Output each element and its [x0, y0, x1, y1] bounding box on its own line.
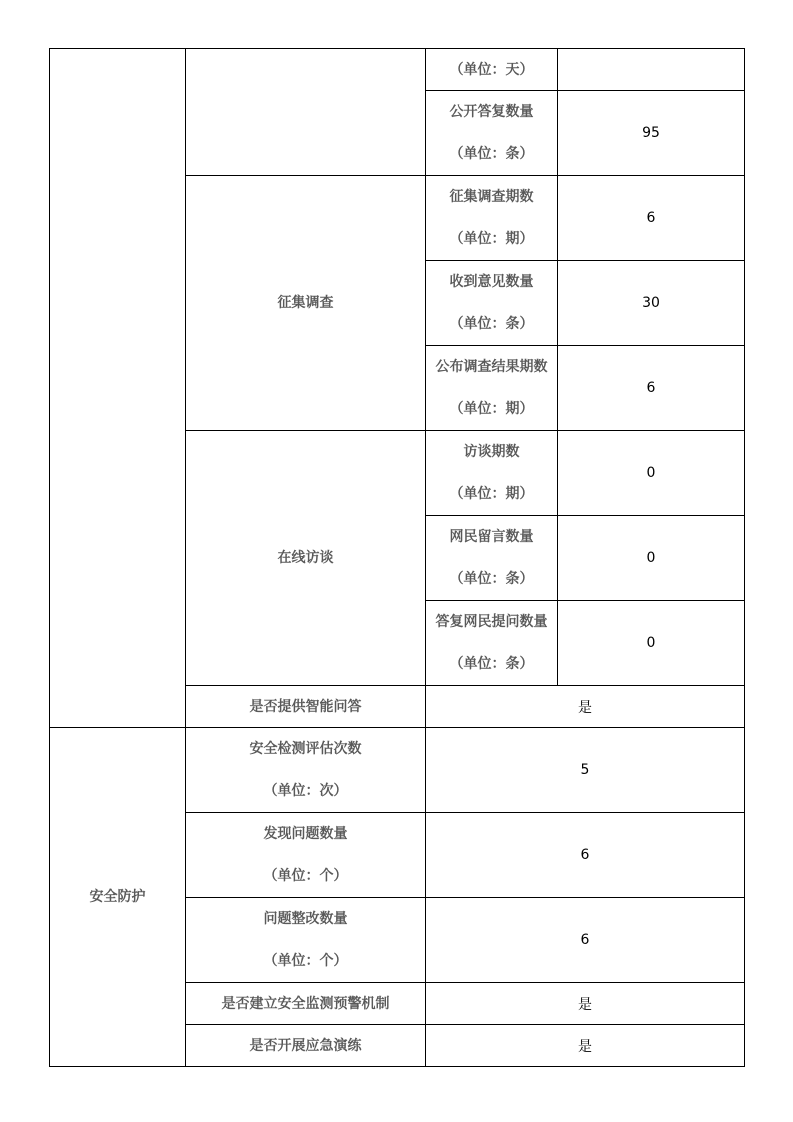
metric-label: 收到意见数量	[449, 274, 534, 290]
metric-unit: （单位：个）	[263, 953, 348, 969]
statistics-table	[49, 48, 745, 1067]
metric-unit: （单位：期）	[449, 401, 534, 417]
value-emergency-drills: 是	[426, 1025, 745, 1067]
metric-survey-periods	[426, 176, 558, 261]
table-row	[50, 49, 745, 91]
value-cell-empty	[558, 49, 745, 91]
metric-interview-periods	[426, 431, 558, 516]
metric-label: 发现问题数量	[263, 826, 348, 842]
metric-emergency-drills: 是否开展应急演练	[186, 1025, 426, 1067]
table-row	[50, 728, 745, 813]
metric-label: 安全检测评估次数	[249, 741, 362, 757]
metric-security-assessments	[186, 728, 426, 813]
metric-label: 问题整改数量	[263, 911, 348, 927]
metric-netizen-messages	[426, 516, 558, 601]
group-online-interview: 在线访谈	[186, 431, 426, 686]
value-netizen-messages: 0	[558, 516, 745, 601]
metric-smart-qa: 是否提供智能问答	[186, 686, 426, 728]
metric-published-results	[426, 346, 558, 431]
value-issues-found: 6	[426, 813, 745, 898]
group-survey: 征集调查	[186, 176, 426, 431]
category-cell-interaction	[50, 49, 186, 728]
unit-label-day: （单位：天）	[426, 49, 558, 91]
subcategory-cell-continued	[186, 49, 426, 176]
metric-unit: （单位：期）	[449, 486, 534, 502]
metric-questions-answered	[426, 601, 558, 686]
metric-label: 公开答复数量	[449, 104, 534, 120]
metric-unit: （单位：条）	[449, 146, 534, 162]
metric-unit: （单位：次）	[263, 783, 348, 799]
value-smart-qa: 是	[426, 686, 745, 728]
value-security-assessments: 5	[426, 728, 745, 813]
value-public-reply-count: 95	[558, 91, 745, 176]
metric-issues-found	[186, 813, 426, 898]
metric-label: 征集调查期数	[449, 189, 534, 205]
metric-label: 网民留言数量	[449, 529, 534, 545]
value-questions-answered: 0	[558, 601, 745, 686]
value-opinions-received: 30	[558, 261, 745, 346]
metric-label: 公布调查结果期数	[435, 359, 548, 375]
metric-opinions-received	[426, 261, 558, 346]
value-monitoring-mechanism: 是	[426, 983, 745, 1025]
metric-unit: （单位：条）	[449, 571, 534, 587]
metric-issues-fixed	[186, 898, 426, 983]
metric-label: 访谈期数	[463, 444, 520, 460]
value-issues-fixed: 6	[426, 898, 745, 983]
value-interview-periods: 0	[558, 431, 745, 516]
metric-unit: （单位：期）	[449, 231, 534, 247]
metric-unit: （单位：条）	[449, 656, 534, 672]
value-survey-periods: 6	[558, 176, 745, 261]
metric-unit: （单位：条）	[449, 316, 534, 332]
metric-label: 答复网民提问数量	[435, 614, 548, 630]
value-published-results: 6	[558, 346, 745, 431]
metric-monitoring-mechanism: 是否建立安全监测预警机制	[186, 983, 426, 1025]
metric-unit: （单位：个）	[263, 868, 348, 884]
category-security: 安全防护	[50, 728, 186, 1067]
metric-public-reply-count	[426, 91, 558, 176]
